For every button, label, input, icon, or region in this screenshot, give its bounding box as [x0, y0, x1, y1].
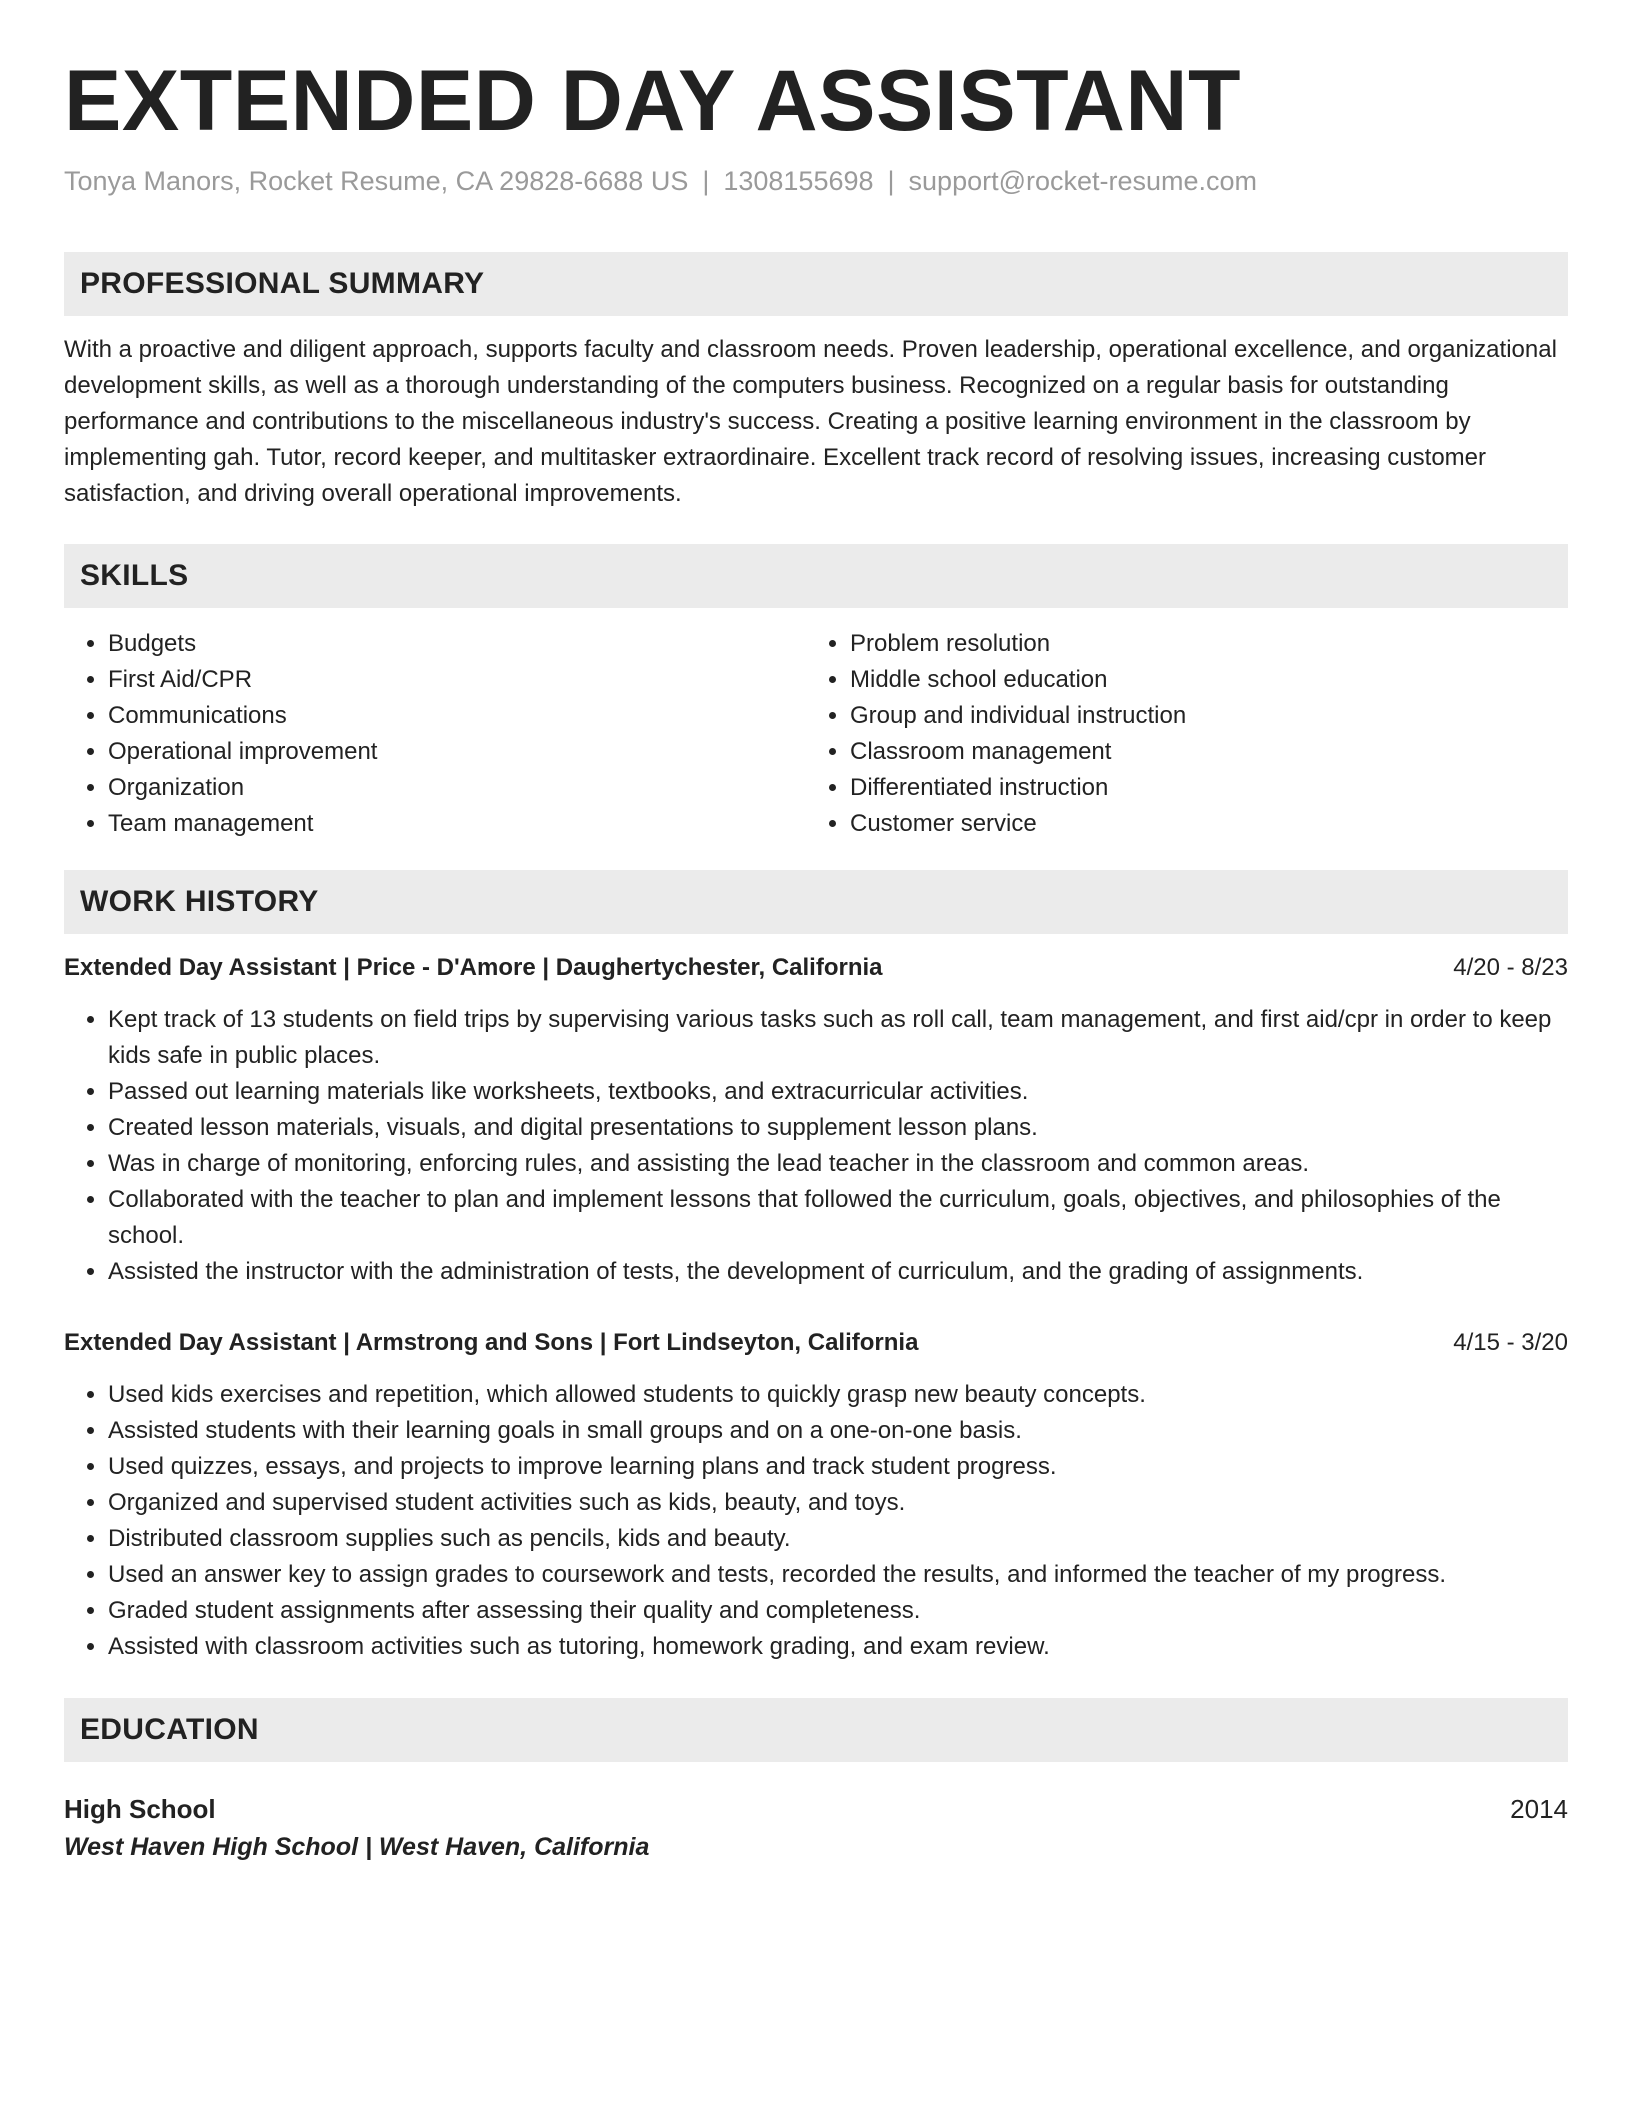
education-entry	[64, 1790, 1568, 1866]
job-bullets	[64, 1377, 1568, 1665]
section-heading-education: EDUCATION	[64, 1698, 1568, 1762]
skill-item: • Group and individual instruction	[850, 698, 1548, 734]
job-bullet: • Used kids exercises and repetition, which allowed students to quickly grasp new beauty concepts.	[108, 1377, 1568, 1413]
job-title: Extended Day Assistant | Armstrong and Sons | Fort Lindseyton, California	[64, 1329, 919, 1356]
contact-phone: 1308155698	[723, 166, 874, 196]
skill-item: • Operational improvement	[108, 734, 806, 770]
job-header	[64, 950, 1568, 986]
education-header	[64, 1790, 1568, 1828]
skill-item: • Budgets	[108, 626, 806, 662]
job-bullet: • Used quizzes, essays, and projects to improve learning plans and track student progress.	[108, 1449, 1568, 1485]
job-bullet: • Used an answer key to assign grades to coursework and tests, recorded the results, and informed the teacher of my progress.	[108, 1557, 1568, 1593]
job-dates: 4/15 - 3/20	[1453, 1329, 1568, 1356]
job-bullet: • Distributed classroom supplies such as pencils, kids and beauty.	[108, 1521, 1568, 1557]
job-bullet: • Passed out learning materials like worksheets, textbooks, and extracurricular activities.	[108, 1074, 1568, 1110]
skill-item: • Team management	[108, 806, 806, 842]
skill-item: • First Aid/CPR	[108, 662, 806, 698]
section-heading-work-history: WORK HISTORY	[64, 870, 1568, 934]
job-bullet: • Assisted with classroom activities such as tutoring, homework grading, and exam review.	[108, 1629, 1568, 1665]
skill-item: • Communications	[108, 698, 806, 734]
job-entry	[64, 950, 1568, 1290]
skills-list	[64, 626, 1568, 842]
job-header	[64, 1325, 1568, 1361]
job-bullet: • Collaborated with the teacher to plan and implement lessons that followed the curriculum, goals, objectives, and philosophies of the school.	[108, 1182, 1568, 1254]
summary-text: With a proactive and diligent approach, supports faculty and classroom needs. Proven leadership, operational excellence, and organizational development skills, as well as a thorough understanding of the computers business. Recognized on a regular basis for outstanding performance and contributions to the miscellaneous industry's success. Creating a positive learning environment in the classroom by implementing gah. Tutor, record keeper, and multitasker extraordinaire. Excellent track record of resolving issues, increasing customer satisfaction, and driving overall operational improvements.	[64, 336, 1557, 507]
job-bullets	[64, 1002, 1568, 1290]
job-bullet: • Assisted the instructor with the administration of tests, the development of curriculum, and the grading of assignments.	[108, 1254, 1568, 1290]
resume-title: EXTENDED DAY ASSISTANT	[64, 53, 1241, 149]
education-degree: High School	[64, 1794, 216, 1824]
skills-column-right	[806, 626, 1548, 842]
skill-item: • Middle school education	[850, 662, 1548, 698]
skill-item: • Differentiated instruction	[850, 770, 1548, 806]
contact-line	[64, 166, 1257, 197]
contact-email: support@rocket-resume.com	[908, 166, 1258, 196]
skill-item: • Classroom management	[850, 734, 1548, 770]
contact-address: Tonya Manors, Rocket Resume, CA 29828-6688 US	[64, 166, 689, 196]
skill-item: • Organization	[108, 770, 806, 806]
skill-item: • Customer service	[850, 806, 1548, 842]
job-bullet: • Created lesson materials, visuals, and digital presentations to supplement lesson plans.	[108, 1110, 1568, 1146]
contact-separator: |	[702, 166, 710, 196]
job-bullet: • Was in charge of monitoring, enforcing rules, and assisting the lead teacher in the classroom and common areas.	[108, 1146, 1568, 1182]
job-title: Extended Day Assistant | Price - D'Amore | Daughertychester, California	[64, 954, 883, 981]
job-bullet: • Graded student assignments after assessing their quality and completeness.	[108, 1593, 1568, 1629]
job-bullet: • Organized and supervised student activities such as kids, beauty, and toys.	[108, 1485, 1568, 1521]
skill-item: • Problem resolution	[850, 626, 1548, 662]
job-dates: 4/20 - 8/23	[1453, 954, 1568, 981]
education-year: 2014	[1510, 1794, 1568, 1824]
section-heading-skills: SKILLS	[64, 544, 1568, 608]
job-entry	[64, 1325, 1568, 1665]
job-bullet: • Kept track of 13 students on field trips by supervising various tasks such as roll call, team management, and first aid/cpr in order to keep kids safe in public places.	[108, 1002, 1568, 1074]
education-school: West Haven High School | West Haven, California	[64, 1833, 650, 1861]
job-bullet: • Assisted students with their learning goals in small groups and on a one-on-one basis.	[108, 1413, 1568, 1449]
contact-separator: |	[887, 166, 895, 196]
skills-column-left	[64, 626, 806, 842]
section-heading-summary: PROFESSIONAL SUMMARY	[64, 252, 1568, 316]
